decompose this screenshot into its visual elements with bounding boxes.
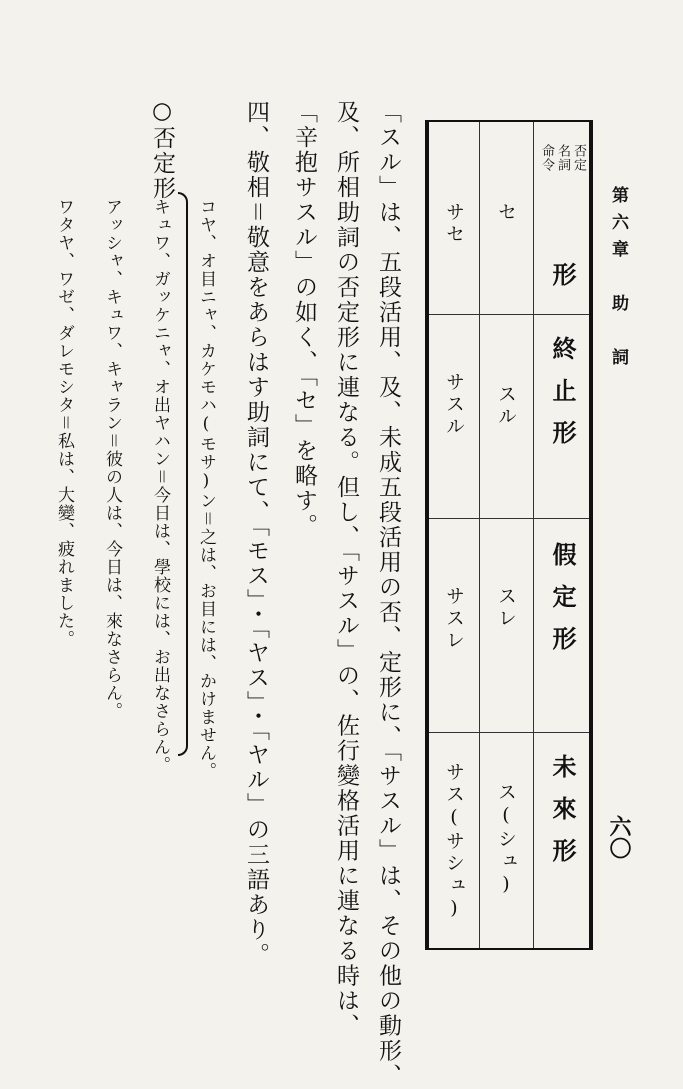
table-cell: スレ (495, 586, 517, 630)
column-divider (479, 122, 480, 948)
body-text-line: 「辛抱サスル」の如く、「セ」を略す。 (291, 100, 317, 539)
example-line: キュワ、ガッケニャ、オ出ヤハン＝今日は、學校には、お出なさらん。 (150, 198, 170, 774)
header-cell: 假定形 (548, 542, 577, 668)
chapter-heading: 第六章 助 詞 (608, 186, 628, 375)
table-cell: ス(シュ) (495, 782, 517, 898)
header-cell: 終止形 (548, 336, 577, 462)
example-line: ワタヤ、ワゼ、ダレモシタ＝私は、大變、疲れました。 (54, 198, 74, 648)
column-divider (533, 122, 534, 948)
table-cell: セ (495, 202, 517, 224)
body-text-line: 四、敬相＝敬意をあらはす助詞にて、「モス」・「ヤス」・「ヤル」の三語あり。 (243, 100, 269, 968)
table-cell: サスル (443, 372, 465, 438)
row-divider (429, 732, 589, 733)
header-note: 名詞 (555, 144, 570, 172)
body-text-line: 及、所相助詞の否定形に連なる。但し、「サスル」の、佐行變格活用に連なる時は、 (333, 100, 359, 1039)
header-note: 命令 (539, 144, 554, 172)
table-cell: サセ (443, 202, 465, 246)
row-divider (429, 314, 589, 315)
section-title: ○否定形 (149, 98, 175, 201)
example-brace (178, 192, 188, 756)
body-text-line: 「スル」は、五段活用、及、未成五段活用の否、定形に、「サスル」は、その他の動形、 (375, 100, 401, 1089)
table-cell: スル (495, 384, 517, 428)
header-cell: 未來形 (548, 754, 577, 880)
header-cell: 形 (548, 262, 577, 304)
table-cell: サスレ (443, 586, 465, 652)
example-line: アッシャ、キュワ、キャラン＝彼の人は、今日は、來なさらん。 (102, 198, 122, 720)
example-line: コヤ、オ目ニャ、カケモハ(モサ)ン＝之は、お目には、かけません。 (196, 198, 216, 780)
table-cell: サス(サシュ) (443, 762, 465, 922)
conjugation-table (425, 120, 593, 950)
page-number: 六〇 (606, 815, 632, 859)
row-divider (429, 518, 589, 519)
header-note: 否定 (571, 144, 586, 172)
